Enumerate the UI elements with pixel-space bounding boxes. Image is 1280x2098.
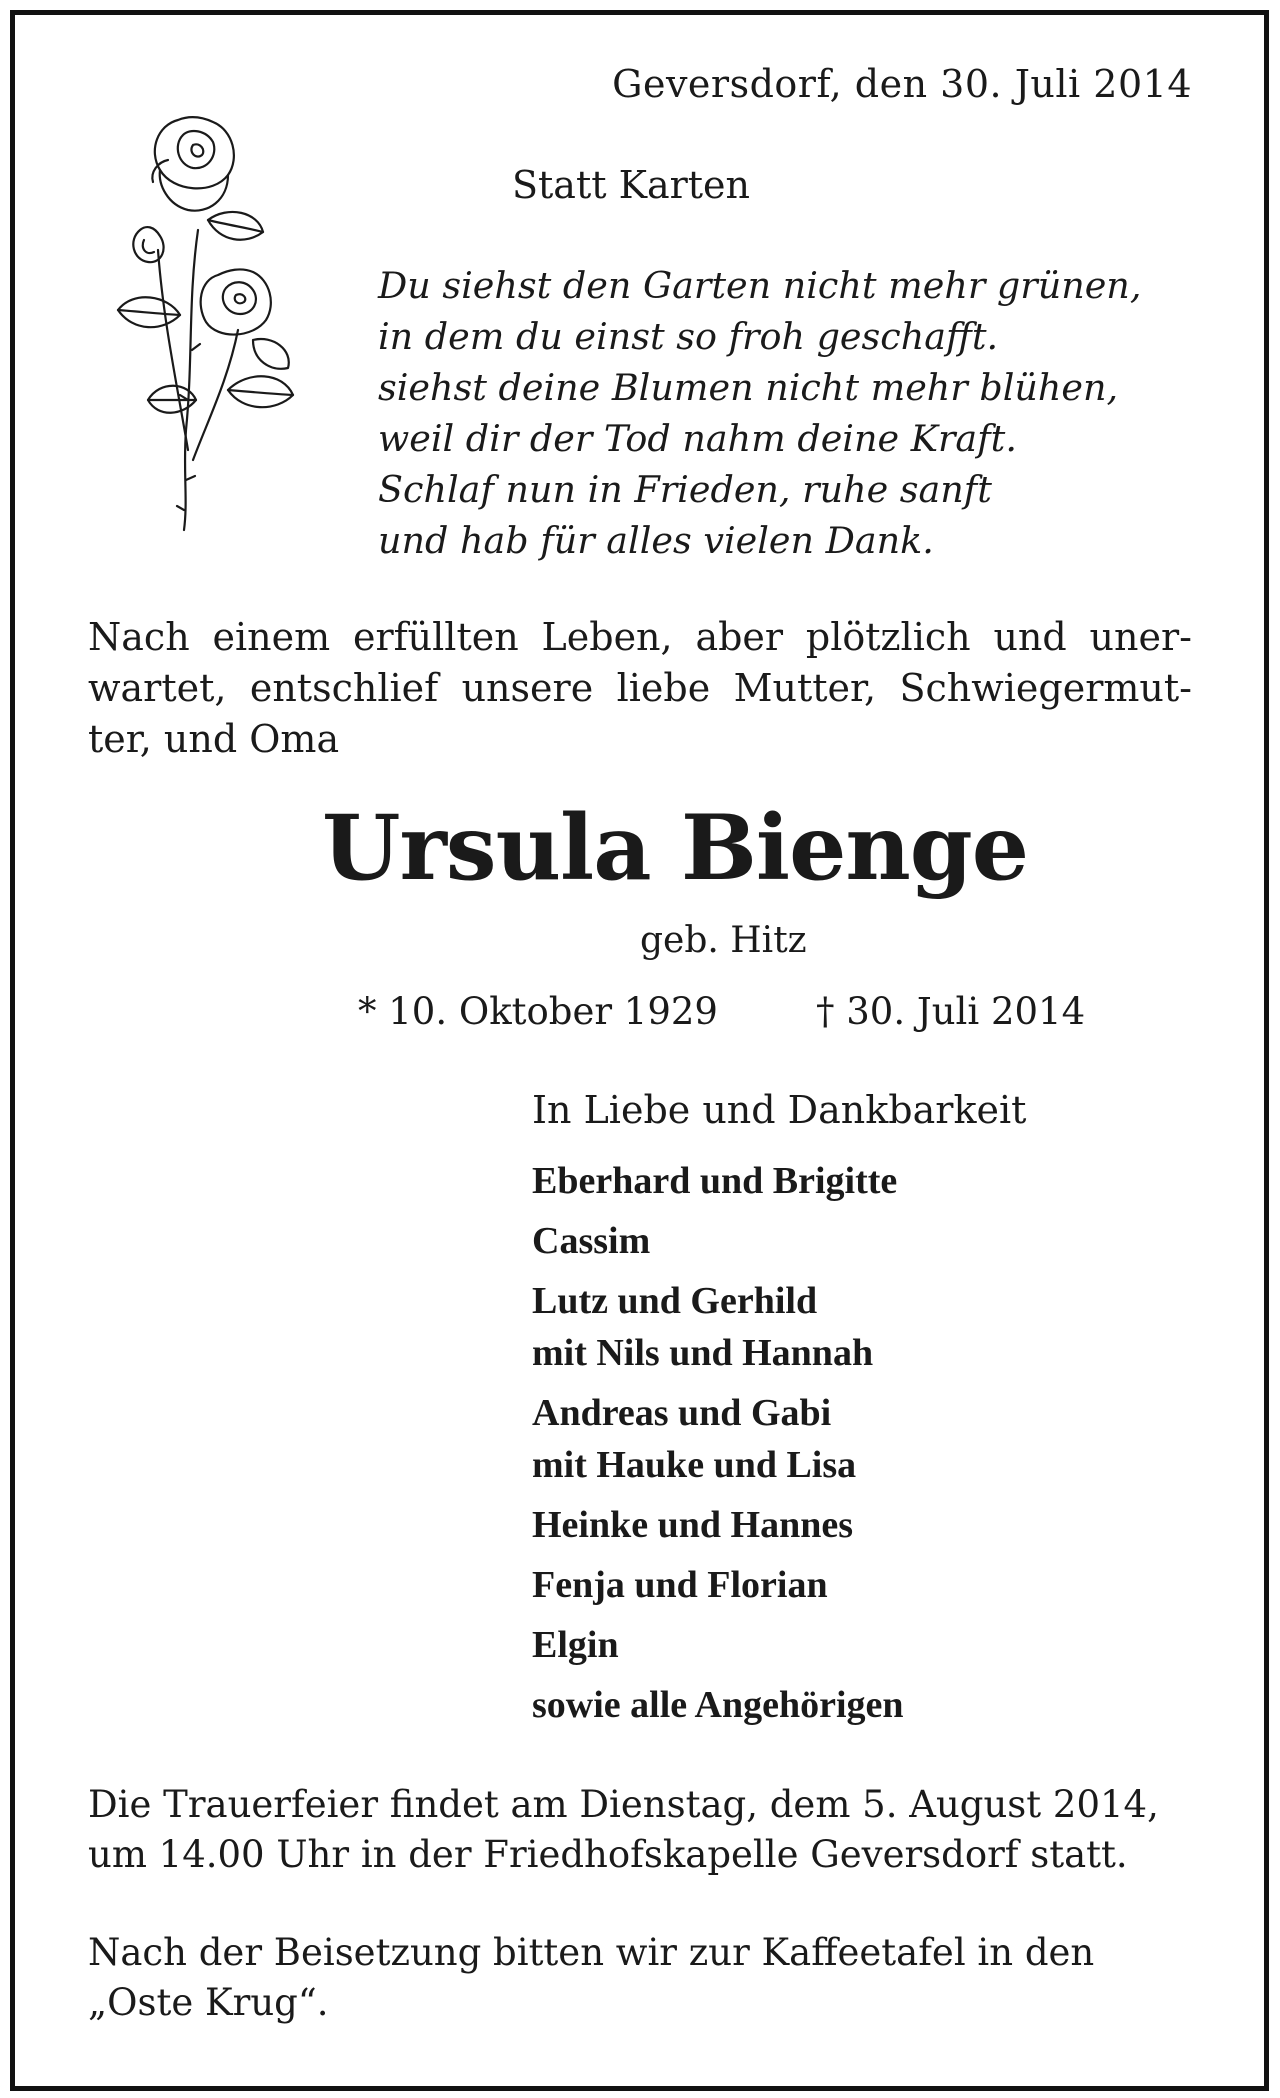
poem-line: weil dir der Tod nahm deine Kraft. bbox=[378, 417, 1017, 460]
reception-line: Nach der Beisetzung bitten wir zur Kaffeetafel in den bbox=[88, 1931, 1095, 1974]
reception-line: „Oste Krug“. bbox=[88, 1981, 329, 2024]
birth-date: * 10. Oktober 1929 bbox=[358, 990, 718, 1033]
service-line: um 14.00 Uhr in der Friedhofskapelle Geversdorf statt. bbox=[88, 1833, 1128, 1876]
mourner-line: sowie alle Angehörigen bbox=[532, 1684, 904, 1726]
statt-karten-label: Statt Karten bbox=[512, 163, 751, 207]
death-date: † 30. Juli 2014 bbox=[816, 990, 1086, 1033]
mourner-entry bbox=[532, 1619, 904, 1671]
poem-line: Du siehst den Garten nicht mehr grünen, bbox=[378, 264, 1142, 307]
mourner-line: Eberhard und Brigitte bbox=[532, 1160, 898, 1202]
mourners-list bbox=[532, 1155, 904, 1739]
mourner-entry bbox=[532, 1215, 904, 1267]
intro-paragraph bbox=[88, 612, 1192, 765]
mourner-line: Lutz und Gerhild bbox=[532, 1280, 818, 1322]
poem-line: und hab für alles vielen Dank. bbox=[378, 519, 934, 562]
mourner-entry bbox=[532, 1387, 904, 1491]
mourner-line: Elgin bbox=[532, 1624, 619, 1666]
poem-line: in dem du einst so froh geschafft. bbox=[378, 315, 999, 358]
mourner-line: Andreas und Gabi bbox=[532, 1392, 832, 1434]
mourner-entry bbox=[532, 1559, 904, 1611]
mourner-entry bbox=[532, 1275, 904, 1379]
mourner-line: Fenja und Florian bbox=[532, 1564, 828, 1606]
poem-line: siehst deine Blumen nicht mehr blühen, bbox=[378, 366, 1119, 409]
mourner-line: mit Hauke und Lisa bbox=[532, 1444, 857, 1486]
deceased-name: Ursula Bienge bbox=[322, 795, 1028, 901]
service-line: Die Trauerfeier findet am Dienstag, dem 5. August 2014, bbox=[88, 1783, 1159, 1826]
maiden-name: geb. Hitz bbox=[640, 920, 807, 961]
intro-line: Nach einem erfüllten Leben, aber plötzlich und uner- bbox=[88, 615, 1192, 659]
mourner-entry bbox=[532, 1679, 904, 1731]
mourner-entry bbox=[532, 1499, 904, 1551]
mourner-line: Cassim bbox=[532, 1220, 651, 1262]
poem-line: Schlaf nun in Frieden, ruhe sanft bbox=[378, 468, 992, 511]
place-date: Geversdorf, den 30. Juli 2014 bbox=[612, 62, 1192, 106]
poem bbox=[378, 260, 1141, 566]
mourner-line: Heinke und Hannes bbox=[532, 1504, 853, 1546]
reception-info bbox=[88, 1928, 1094, 2028]
mourner-line: mit Nils und Hannah bbox=[532, 1332, 874, 1374]
intro-line: ter, und Oma bbox=[88, 717, 340, 761]
intro-line: wartet, entschlief unsere liebe Mutter, Schwiegermut- bbox=[88, 666, 1192, 710]
mourner-entry bbox=[532, 1155, 904, 1207]
mourners-greeting: In Liebe und Dankbarkeit bbox=[532, 1088, 1027, 1132]
rose-illustration bbox=[88, 100, 308, 540]
funeral-service-info bbox=[88, 1780, 1159, 1880]
